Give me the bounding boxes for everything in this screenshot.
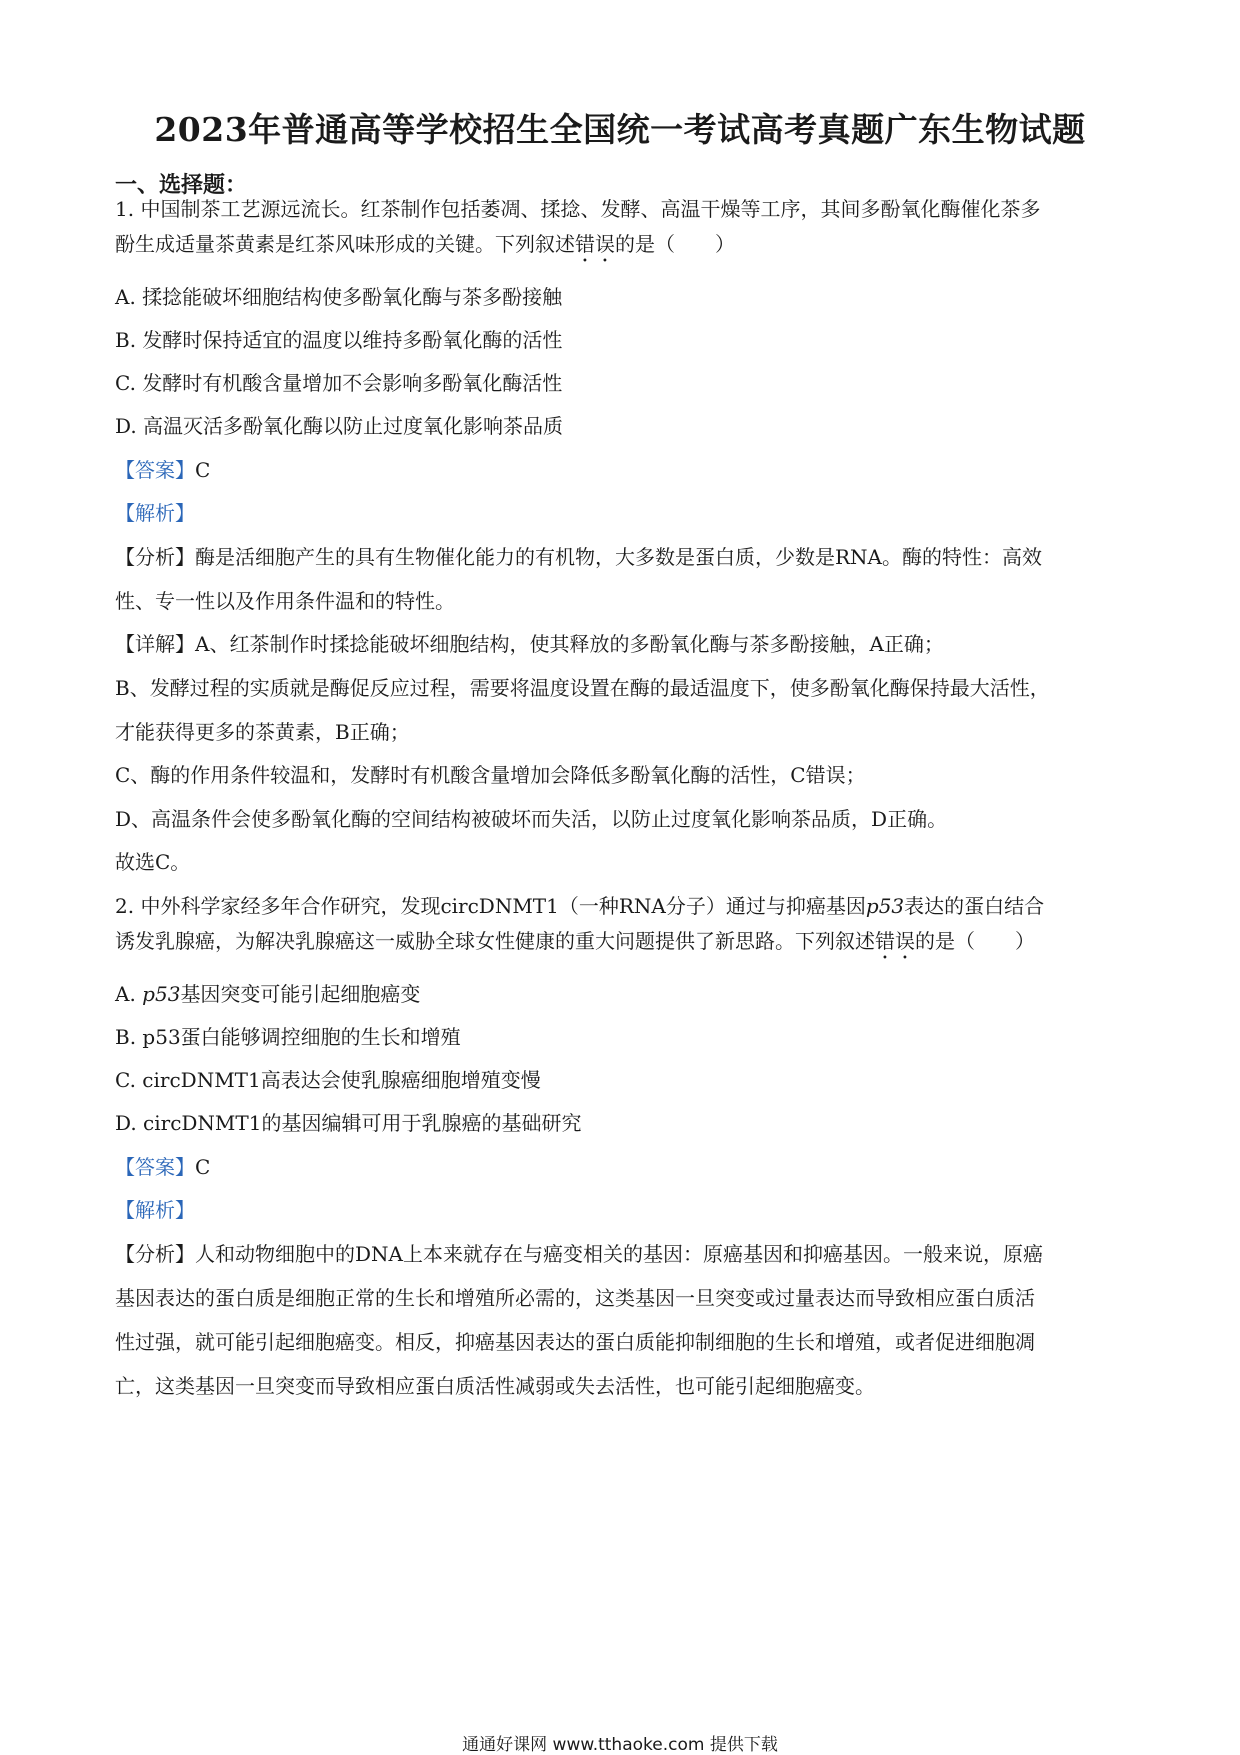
q1-option-c: C. 发酵时有机酸含量增加不会影响多酚氧化酶活性 [115,371,563,395]
q2-option-a: A. p53基因突变可能引起细胞癌变 [115,982,421,1006]
q1-detail-line-5: D、高温条件会使多酚氧化酶的空间结构被破坏而失活，以防止过度氧化影响茶品质，D正确。 [115,807,948,831]
q1-option-d: D. 高温灭活多酚氧化酶以防止过度氧化影响茶品质 [115,414,564,438]
gene-name: p53 [142,982,181,1006]
q1-fenxi-line-2: 性、专一性以及作用条件温和的特性。 [115,589,455,613]
q1-detail-line-2: B、发酵过程的实质就是酶促反应过程，需要将温度设置在酶的最适温度下，使多酚氧化酶保持最大活性， [115,676,1050,700]
q2-fenxi-line-3: 性过强，就可能引起细胞癌变。相反，抑癌基因表达的蛋白质能抑制细胞的生长和增殖，或者促进细胞凋 [115,1330,1035,1354]
emphasis-text: 错误 [875,929,915,953]
q1-analysis-tag: 【解析】 [115,501,195,525]
q1-detail-line-1: 【详解】A、红茶制作时揉捻能破坏细胞结构，使其释放的多酚氧化酶与茶多酚接触，A正确； [115,632,944,656]
q1-answer: 【答案】C [115,458,211,482]
q2-answer: 【答案】C [115,1155,211,1179]
q1-stem-line-2: 酚生成适量茶黄素是红茶风味形成的关键。下列叙述错误的是（ ） [115,232,735,256]
q2-stem-line-2: 诱发乳腺癌，为解决乳腺癌这一威胁全球女性健康的重大问题提供了新思路。下列叙述错误的是（ ） [115,929,1035,953]
page-title: 2023年普通高等学校招生全国统一考试高考真题广东生物试题 [154,110,1086,149]
q2-analysis-tag: 【解析】 [115,1198,195,1222]
section-heading: 一、选择题： [115,172,248,198]
q2-fenxi-line-2: 基因表达的蛋白质是细胞正常的生长和增殖所必需的，这类基因一旦突变或过量表达而导致相应蛋白质活 [115,1286,1035,1310]
q2-fenxi-line-4: 亡，这类基因一旦突变而导致相应蛋白质活性减弱或失去活性，也可能引起细胞癌变。 [115,1374,875,1398]
q2-option-d: D. circDNMT1的基因编辑可用于乳腺癌的基础研究 [115,1111,582,1135]
emphasis-text: 错误 [575,232,615,256]
q1-stem-line-1: 1. 中国制茶工艺源远流长。红茶制作包括萎凋、揉捻、发酵、高温干燥等工序，其间多酚氧化酶催化茶多 [115,197,1041,221]
answer-tag: 【答案】 [115,458,195,482]
q2-option-b: B. p53蛋白能够调控细胞的生长和增殖 [115,1025,461,1049]
q1-detail-line-3: 才能获得更多的茶黄素，B正确； [115,720,410,744]
q1-option-b: B. 发酵时保持适宜的温度以维持多酚氧化酶的活性 [115,328,563,352]
q2-fenxi-line-1: 【分析】人和动物细胞中的DNA上本来就存在与癌变相关的基因：原癌基因和抑癌基因。一般来说，原癌 [115,1242,1043,1266]
q2-stem-line-1: 2. 中外科学家经多年合作研究，发现circDNMT1（一种RNA分子）通过与抑癌基因p53表达的蛋白结合 [115,894,1045,918]
q1-fenxi-line-1: 【分析】酶是活细胞产生的具有生物催化能力的有机物，大多数是蛋白质，少数是RNA。酶的特性：高效 [115,545,1043,569]
page-footer: 通通好课网 www.tthaoke.com 提供下载 [462,1735,778,1755]
q1-option-a: A. 揉捻能破坏细胞结构使多酚氧化酶与茶多酚接触 [115,285,563,309]
answer-tag: 【答案】 [115,1155,195,1179]
gene-name: p53 [865,894,905,918]
q1-conclusion: 故选C。 [115,850,191,874]
q2-option-c: C. circDNMT1高表达会使乳腺癌细胞增殖变慢 [115,1068,541,1092]
q1-detail-line-4: C、酶的作用条件较温和，发酵时有机酸含量增加会降低多酚氧化酶的活性，C错误； [115,763,866,787]
